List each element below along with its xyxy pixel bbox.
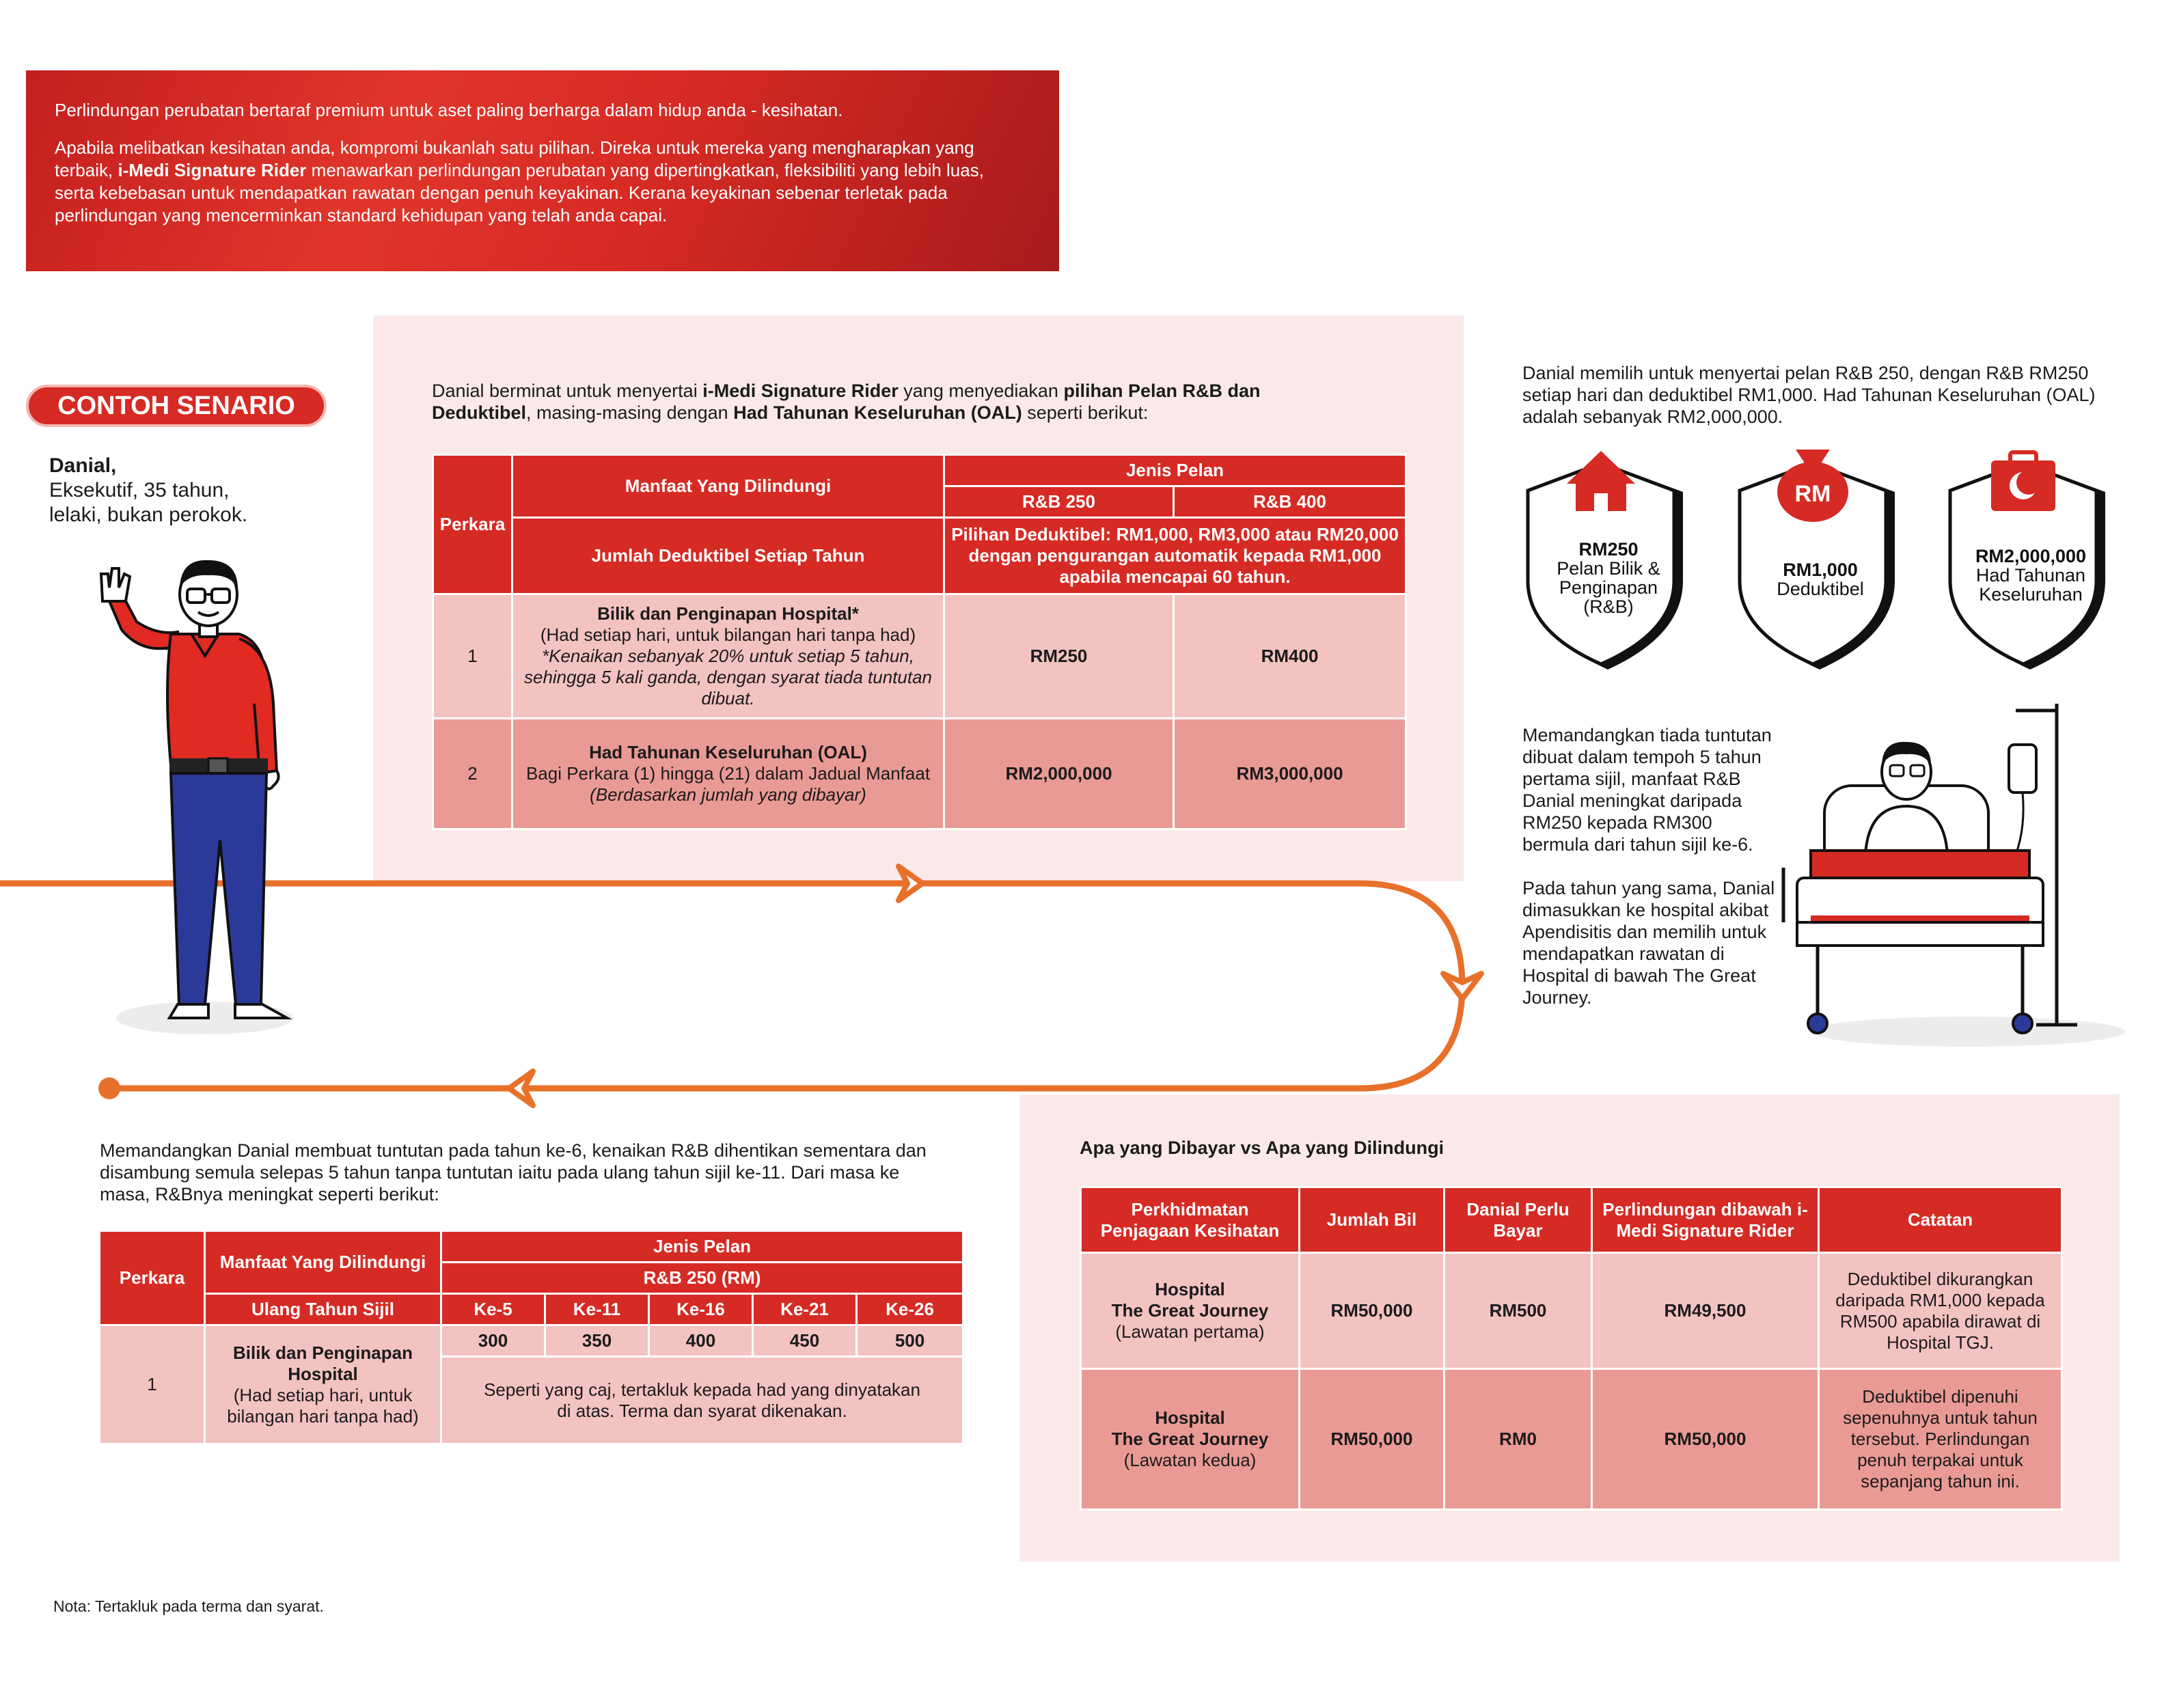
table1-row2-plan-a: RM2,000,000 [944, 719, 1174, 829]
table3-header-service: Perkhidmatan Penjagaan Kesihatan [1081, 1187, 1300, 1253]
table3-header-cover: Perlindungan dibawah i-Medi Signature Rider [1592, 1187, 1819, 1253]
table2-year-11: Ke-11 [545, 1294, 649, 1325]
house-icon [1567, 451, 1635, 511]
banner-intro: Perlindungan perubatan bertaraf premium untuk aset paling berharga dalam hidup anda - kesihatan. [55, 100, 843, 120]
table-row [1081, 1369, 2062, 1510]
table2-header-perkara: Perkara [100, 1231, 205, 1325]
table2-row-benefit: Bilik dan Penginapan Hospital (Had setiap hari, untuk bilangan hari tanpa had) [205, 1325, 441, 1444]
table1-row2-benefit: Had Tahunan Keseluruhan (OAL) Bagi Perkara (1) hingga (21) dalam Jadual Manfaat (Berdasarkan jumlah yang dibayar) [512, 719, 944, 829]
persona-name: Danial, [49, 454, 117, 477]
table1-header-plan-b: R&B 400 [1174, 486, 1406, 518]
table3-row1-bill: RM50,000 [1300, 1253, 1444, 1369]
plan-choice-text: Danial memilih untuk menyertai pelan R&B 250, dengan R&B RM250 setiap hari dan deduktibel RM1,000. Had Tahunan Keseluruhan (OAL) adalah sebanyak RM2,000,000. [1522, 363, 2096, 427]
table3-row2-service: Hospital The Great Journey (Lawatan kedua) [1081, 1369, 1300, 1510]
table2-value-21: 450 [753, 1325, 857, 1357]
table2-header-anniversary: Ulang Tahun Sijil [205, 1294, 441, 1325]
table2-value-16: 400 [649, 1325, 753, 1357]
shield-rb-label: RM250 Pelan Bilik & Penginapan (R&B) [1557, 539, 1660, 617]
persona-detail-2: lelaki, bukan perokok. [49, 504, 248, 526]
table2-header-manfaat: Manfaat Yang Dilindungi [205, 1231, 441, 1294]
table2-year-16: Ke-16 [649, 1294, 753, 1325]
table1-row1-plan-b: RM400 [1174, 594, 1406, 719]
banner-paragraph: Apabila melibatkan kesihatan anda, kompromi bukanlah satu pilihan. Direka untuk mereka yang mengharapkan yang terbaik, i-Medi Signature Rider menawarkan perlindungan perubatan yang dipertingkatkan, fleksibiliti yang lebih luas, serta kebebasan untuk mendapatkan rawatan dengan penuh keyakinan. Kerana keyakinan sebenar terletak pada perlindungan yang mencerminkan standard kehidupan yang telah anda capai. [55, 137, 984, 225]
hospital-bed-illustration [1770, 697, 2125, 1052]
table3-row1-pay: RM500 [1444, 1253, 1592, 1369]
table2-year-5: Ke-5 [441, 1294, 545, 1325]
table1-header-manfaat: Manfaat Yang Dilindungi [512, 455, 944, 518]
persona-detail-1: Eksekutif, 35 tahun, [49, 479, 230, 501]
table3-header-bill: Jumlah Bil [1300, 1187, 1444, 1253]
table1-header-perkara: Perkara [433, 455, 512, 594]
path-start-dot [98, 1077, 120, 1099]
table-row [433, 594, 1406, 719]
persona-description [49, 454, 309, 527]
table1-row1-benefit: Bilik dan Penginapan Hospital* (Had setiap hari, untuk bilangan hari tanpa had) *Kenaikan sebanyak 20% untuk setiap 5 tahun, sehingga 5 kali ganda, dengan syarat tiada tuntutan dibuat. [512, 594, 944, 719]
table-row [100, 1325, 963, 1357]
table1-row2-plan-b: RM3,000,000 [1174, 719, 1406, 829]
table2-value-11: 350 [545, 1325, 649, 1357]
table3-row1-cover: RM49,500 [1592, 1253, 1819, 1369]
claim-story-text: Memandangkan tiada tuntutan dibuat dalam tempoh 5 tahun pertama sijil, manfaat R&B Danial meningkat daripada RM250 kepada RM300 bermula dari tahun sijil ke-6. Pada tahun yang sama, Danial dimasukkan ke hospital akibat Apendisitis dan memilih untuk mendapatkan rawatan di Hospital di bawah The Great Journey. [1522, 725, 1775, 1008]
footnote: Nota: Tertakluk pada terma dan syarat. [53, 1597, 324, 1615]
money-bag-text: RM [1794, 481, 1831, 507]
table3-row2-pay: RM0 [1444, 1369, 1592, 1510]
banner-product-name: i-Medi Signature Rider [118, 160, 307, 180]
medical-case-icon [1991, 452, 2055, 511]
rb-increase-text: Memandangkan Danial membuat tuntutan pada tahun ke-6, kenaikan R&B dihentikan sementara dan disambung semula selepas 5 tahun tanpa tuntutan iaitu pada ulang tahun sijil ke-11. Dari masa ke masa, R&Bnya meningkat seperti berikut: [100, 1140, 927, 1204]
table2-value-26: 500 [857, 1325, 963, 1357]
table-row [433, 719, 1406, 829]
table3-row2-note: Deduktibel dipenuhi sepenuhnya untuk tahun tersebut. Perlindungan penuh terpakai untuk sepanjang tahun ini. [1819, 1369, 2062, 1510]
table3-header-note: Catatan [1819, 1187, 2062, 1253]
intro-banner [26, 70, 1059, 271]
table2-header-plan: R&B 250 (RM) [441, 1263, 963, 1294]
paid-vs-covered-table [1080, 1186, 2063, 1511]
table2-year-26: Ke-26 [857, 1294, 963, 1325]
comparison-title: Apa yang Dibayar vs Apa yang Dilindungi [1080, 1138, 1444, 1158]
table2-value-5: 300 [441, 1325, 545, 1357]
danial-illustration [68, 553, 301, 1045]
table1-row1-plan-a: RM250 [944, 594, 1174, 719]
table2-year-21: Ke-21 [753, 1294, 857, 1325]
table3-row2-bill: RM50,000 [1300, 1369, 1444, 1510]
scenario-title-badge: CONTOH SENARIO [26, 385, 327, 427]
panel1-intro: Danial berminat untuk menyertai i-Medi Signature Rider yang menyediakan pilihan Pelan R&B dan Deduktibel, masing-masing dengan Had Tahunan Keseluruhan (OAL) seperti berikut: [432, 381, 1261, 423]
table1-header-jenis: Jenis Pelan [944, 455, 1406, 486]
table3-row1-service: Hospital The Great Journey (Lawatan pertama) [1081, 1253, 1300, 1369]
shield-oal-label: RM2,000,000 Had Tahunan Keseluruhan [1975, 546, 2087, 605]
table-row [1081, 1253, 2062, 1369]
table1-row2-no: 2 [433, 719, 512, 829]
table1-header-plan-a: R&B 250 [944, 486, 1174, 518]
table3-row1-note: Deduktibel dikurangkan daripada RM1,000 kepada RM500 apabila dirawat di Hospital TGJ. [1819, 1253, 2062, 1369]
shield-deductible-label: RM1,000 Deduktibel [1777, 560, 1864, 599]
table2-row-no: 1 [100, 1325, 205, 1444]
table1-row1-no: 1 [433, 594, 512, 719]
table2-header-jenis: Jenis Pelan [441, 1231, 963, 1263]
plan-options-table [432, 454, 1407, 830]
table1-deductible-value: Pilihan Deduktibel: RM1,000, RM3,000 atau RM20,000 dengan pengurangan automatik kepada RM1,000 apabila mencapai 60 tahun. [944, 518, 1406, 594]
table1-deductible-label: Jumlah Deduktibel Setiap Tahun [512, 518, 944, 594]
table2-remark: Seperti yang caj, tertakluk kepada had yang dinyatakan di atas. Terma dan syarat dikenakan. [441, 1357, 963, 1444]
rb-progression-table [98, 1230, 964, 1445]
table3-header-pay: Danial Perlu Bayar [1444, 1187, 1592, 1253]
table3-row2-cover: RM50,000 [1592, 1369, 1819, 1510]
